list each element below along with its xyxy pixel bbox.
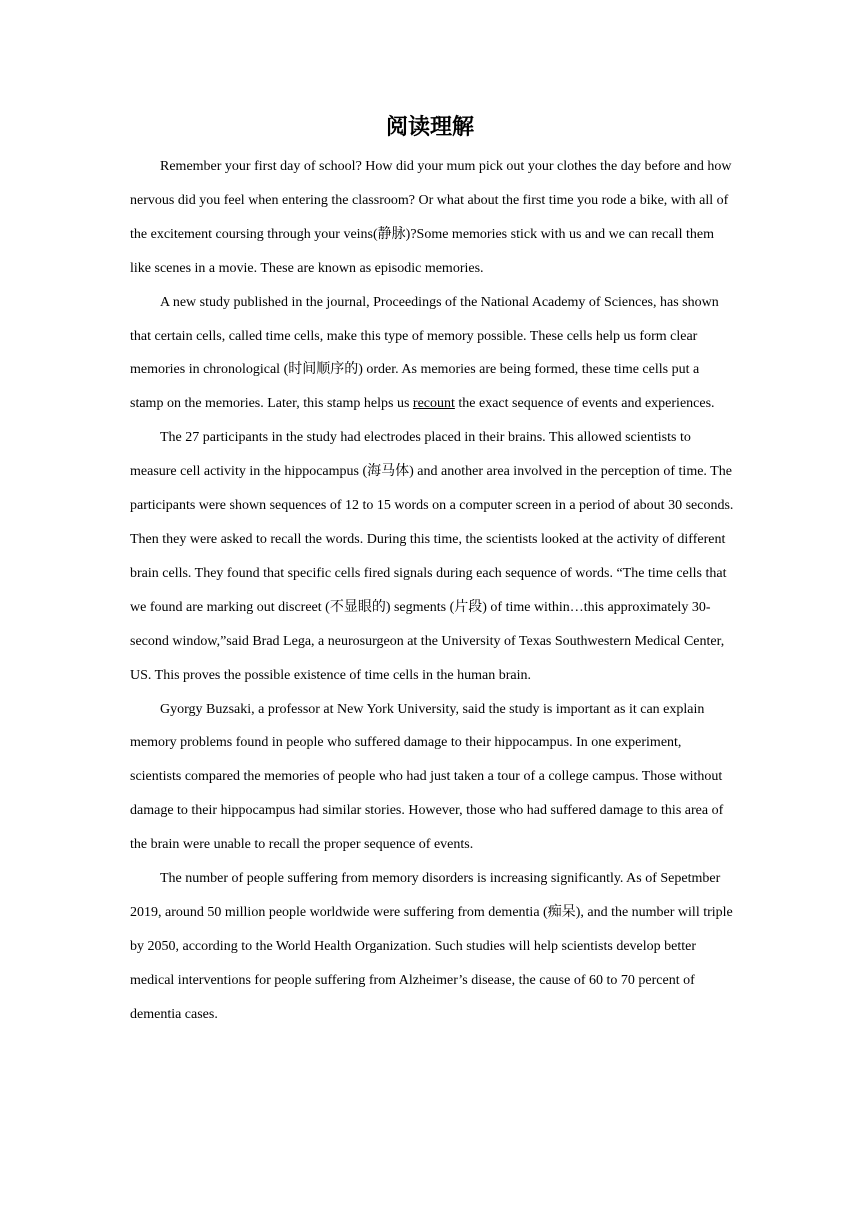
paragraph-2-text-after: the exact sequence of events and experiences. [454, 396, 715, 412]
article-body [130, 150, 736, 1032]
page-title: 阅读理解 [385, 114, 474, 139]
paragraph-4: Gyorgy Buzsaki, a professor at New York University, said the study is important as it can explain memory problems found in people who suffered damage to their hippocampus. In one experiment, scientists compared the memories of people who had just taken a tour of a college campus. Those without damage to their hippocampus had similar stories. However, those who had suffered damage to this area of the brain were unable to recall the proper sequence of events. [130, 701, 724, 853]
underlined-word-recount: recount [412, 396, 455, 412]
paragraph-2-text-before: A new study published in the journal, Proceedings of the National Academy of Sciences, has shown that certain cells, called time cells, make this type of memory possible. These cells help us form clear memories in chronological (时间顺序的) order. As memories are being formed, these time cells put a stamp on the memories. Later, this stamp helps us [130, 294, 719, 412]
paragraph-3: The 27 participants in the study had electrodes placed in their brains. This allowed scientists to measure cell activity in the hippocampus (海马体) and another area involved in the perception of time. The participants were shown sequences of 12 to 15 words on a computer screen in a period of about 30 seconds. Then they were asked to recall the words. During this time, the scientists looked at the activity of different brain cells. They found that specific cells fired signals during each sequence of words. “The time cells that we found are marking out discreet (不显眼的) segments (片段) of time within…this approximately 30-second window,”said Brad Lega, a neurosurgeon at the University of Texas Southwestern Medical Center, US. This proves the possible existence of time cells in the human brain. [130, 430, 734, 683]
paragraph-1: Remember your first day of school? How did your mum pick out your clothes the day before and how nervous did you feel when entering the classroom? Or what about the first time you rode a bike, with all of the excitement coursing through your veins(静脉)?Some memories stick with us and we can recall them like scenes in a movie. These are known as episodic memories. [130, 159, 732, 276]
paragraph-5: The number of people suffering from memory disorders is increasing significantly. As of Sepetmber 2019, around 50 million people worldwide were suffering from dementia (痴呆), and the number will triple by 2050, according to the World Health Organization. Such studies will help scientists develop better medical interventions for people suffering from Alzheimer’s disease, the cause of 60 to 70 percent of dementia cases. [130, 871, 733, 1022]
paragraph-2 [130, 286, 736, 422]
